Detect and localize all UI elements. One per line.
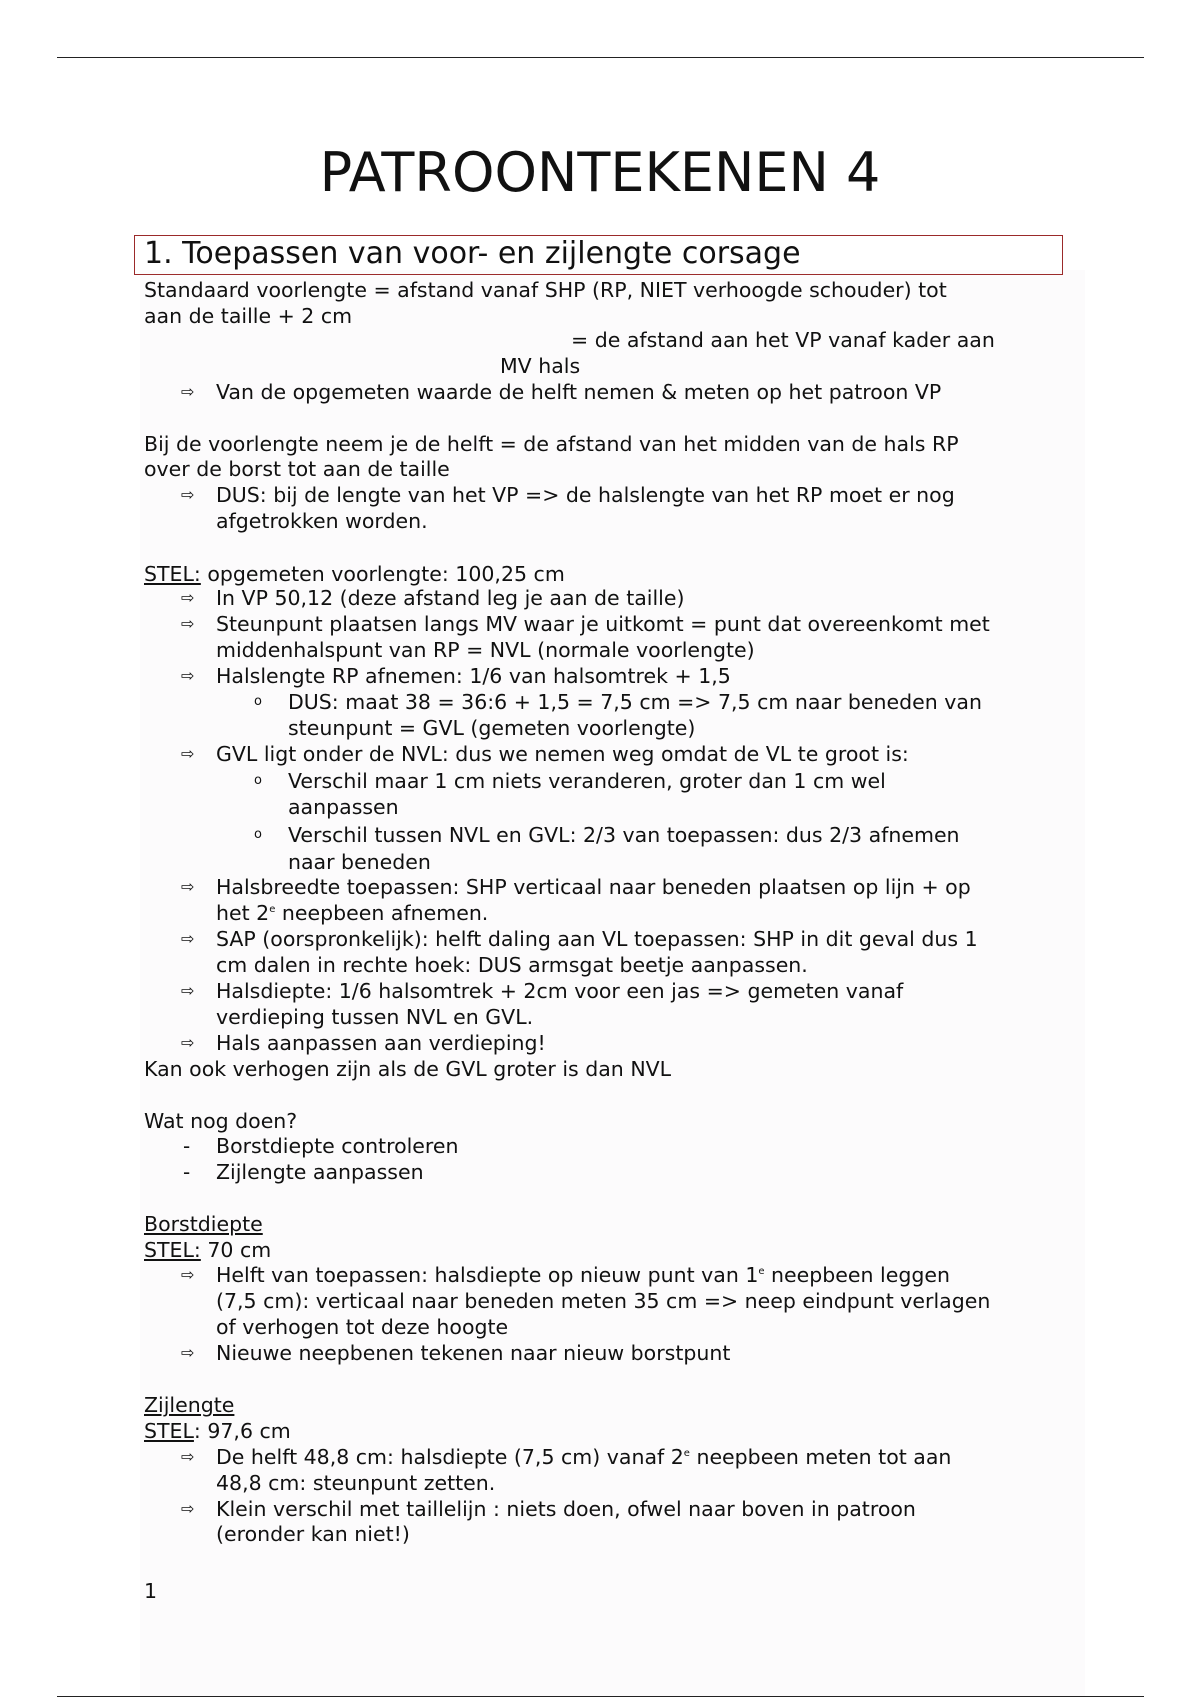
arrow-bullet-icon: ⇨: [181, 981, 195, 1000]
arrow-bullet-icon: ⇨: [181, 877, 195, 896]
circle-bullet-icon: o: [254, 694, 262, 709]
stel-1-bullet-6-line-2: cm dalen in rechte hoek: DUS armsgat beetje aanpassen.: [216, 953, 808, 977]
zijlengte-stel: STEL: 97,6 cm: [144, 1419, 291, 1443]
borstdiepte-heading: Borstdiepte: [144, 1212, 263, 1236]
stel-1-bullet-6-line-1: SAP (oorspronkelijk): helft daling aan VL toepassen: SHP in dit geval dus 1: [216, 927, 978, 951]
zijlengte-bullet-1-line-2: 48,8 cm: steunpunt zetten.: [216, 1471, 496, 1495]
stel-1-sub-2-line-2: aanpassen: [288, 795, 399, 819]
dash-bullet-icon: -: [183, 1160, 191, 1184]
arrow-bullet-icon: ⇨: [181, 1447, 195, 1466]
arrow-bullet-icon: ⇨: [181, 485, 195, 504]
page-number: 1: [144, 1579, 158, 1603]
todo-question: Wat nog doen?: [144, 1109, 298, 1133]
arrow-bullet-icon: ⇨: [181, 382, 195, 401]
borstdiepte-bullet-1-line-2: (7,5 cm): verticaal naar beneden meten 35 cm => neep eindpunt verlagen: [216, 1289, 991, 1313]
intro-line-3: = de afstand aan het VP vanaf kader aan: [571, 328, 995, 352]
stel-1-bullet-7-line-2: verdieping tussen NVL en GVL.: [216, 1005, 534, 1029]
arrow-bullet-icon: ⇨: [181, 1343, 195, 1362]
top-rule: [57, 57, 1144, 58]
voorlengte-bullet-line-2: afgetrokken worden.: [216, 509, 428, 533]
stel-1-bullet-7-line-1: Halsdiepte: 1/6 halsomtrek + 2cm voor een jas => gemeten vanaf: [216, 979, 904, 1003]
stel-1-bullet-5-line-1: Halsbreedte toepassen: SHP verticaal naar beneden plaatsen op lijn + op: [216, 875, 971, 899]
voorlengte-line-2: over de borst tot aan de taille: [144, 457, 450, 481]
stel-1-sub-1-line-1: DUS: maat 38 = 36:6 + 1,5 = 7,5 cm => 7,5 cm naar beneden van: [288, 690, 982, 714]
stel-1-line: [144, 561, 565, 587]
page-title: PATROONTEKENEN 4: [319, 141, 881, 204]
stel-1-bullet-2-line-2: middenhalspunt van RP = NVL (normale voorlengte): [216, 638, 755, 662]
zijlengte-bullet-1-line-1: De helft 48,8 cm: halsdiepte (7,5 cm) vanaf 2e neepbeen meten tot aan: [216, 1445, 952, 1469]
arrow-bullet-icon: ⇨: [181, 666, 195, 685]
stel-1-after: Kan ook verhogen zijn als de GVL groter is dan NVL: [144, 1057, 672, 1081]
arrow-bullet-icon: ⇨: [181, 929, 195, 948]
stel-1-bullet-1: In VP 50,12 (deze afstand leg je aan de taille): [216, 586, 685, 610]
todo-item-2: Zijlengte aanpassen: [216, 1160, 424, 1184]
arrow-bullet-icon: ⇨: [181, 744, 195, 763]
intro-line-4: MV hals: [500, 354, 581, 378]
stel-1-bullet-8: Hals aanpassen aan verdieping!: [216, 1031, 546, 1055]
intro-line-2: aan de taille + 2 cm: [144, 304, 353, 328]
arrow-bullet-icon: ⇨: [181, 588, 195, 607]
borstdiepte-bullet-1-line-3: of verhogen tot deze hoogte: [216, 1315, 509, 1339]
bottom-rule: [57, 1696, 1144, 1697]
stel-1-bullet-3: Halslengte RP afnemen: 1/6 van halsomtrek + 1,5: [216, 664, 731, 688]
stel-1-text: opgemeten voorlengte: 100,25 cm: [200, 562, 565, 586]
todo-item-1: Borstdiepte controleren: [216, 1134, 459, 1158]
zijlengte-bullet-2-line-1: Klein verschil met taillelijn : niets doen, ofwel naar boven in patroon: [216, 1497, 916, 1521]
stel-1-bullet-4: GVL ligt onder de NVL: dus we nemen weg omdat de VL te groot is:: [216, 742, 909, 766]
intro-bullet-1: Van de opgemeten waarde de helft nemen & meten op het patroon VP: [216, 380, 942, 404]
voorlengte-bullet-line-1: DUS: bij de lengte van het VP => de halslengte van het RP moet er nog: [216, 483, 955, 507]
borstdiepte-stel: STEL: 70 cm: [144, 1238, 272, 1262]
borstdiepte-bullet-2: Nieuwe neepbenen tekenen naar nieuw borstpunt: [216, 1341, 731, 1365]
circle-bullet-icon: o: [254, 773, 262, 788]
section-heading: 1. Toepassen van voor- en zijlengte corsage: [144, 236, 801, 271]
zijlengte-bullet-2-line-2: (eronder kan niet!): [216, 1522, 410, 1546]
voorlengte-line-1: Bij de voorlengte neem je de helft = de afstand van het midden van de hals RP: [144, 432, 959, 456]
arrow-bullet-icon: ⇨: [181, 1033, 195, 1052]
stel-label: STEL:: [144, 562, 201, 586]
stel-1-sub-2-line-1: Verschil maar 1 cm niets veranderen, groter dan 1 cm wel: [288, 769, 886, 793]
arrow-bullet-icon: ⇨: [181, 1265, 195, 1284]
arrow-bullet-icon: ⇨: [181, 1499, 195, 1518]
circle-bullet-icon: o: [254, 827, 262, 842]
intro-line-1: Standaard voorlengte = afstand vanaf SHP (RP, NIET verhoogde schouder) tot: [144, 278, 947, 302]
dash-bullet-icon: -: [183, 1134, 191, 1158]
stel-1-sub-3-line-2: naar beneden: [288, 850, 431, 874]
stel-1-sub-1-line-2: steunpunt = GVL (gemeten voorlengte): [288, 716, 696, 740]
zijlengte-heading: Zijlengte: [144, 1393, 235, 1417]
arrow-bullet-icon: ⇨: [181, 614, 195, 633]
stel-1-bullet-5-line-2: het 2e neepbeen afnemen.: [216, 901, 489, 925]
stel-1-bullet-2-line-1: Steunpunt plaatsen langs MV waar je uitkomt = punt dat overeenkomt met: [216, 612, 990, 636]
stel-1-sub-3-line-1: Verschil tussen NVL en GVL: 2/3 van toepassen: dus 2/3 afnemen: [288, 823, 960, 847]
borstdiepte-bullet-1-line-1: Helft van toepassen: halsdiepte op nieuw punt van 1e neepbeen leggen: [216, 1263, 950, 1287]
